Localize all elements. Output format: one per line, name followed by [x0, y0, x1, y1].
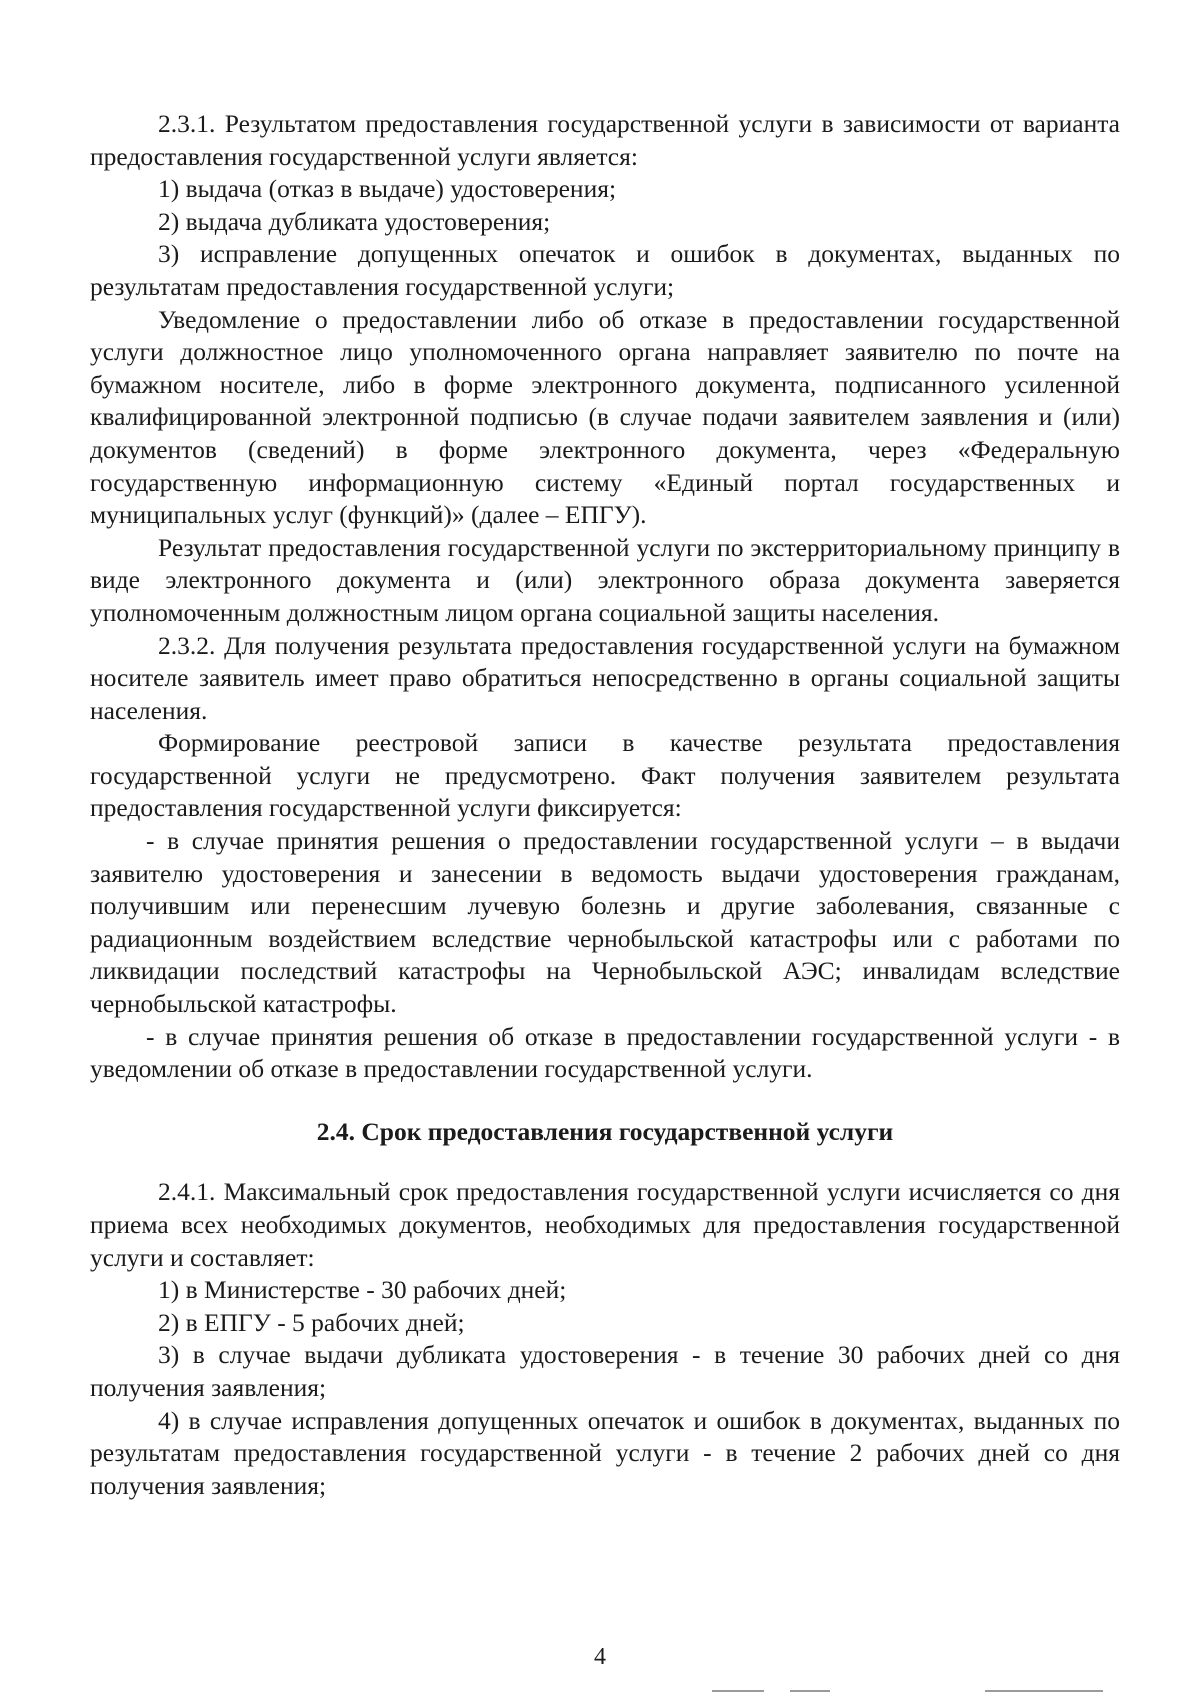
- list-item-term-2: 2) в ЕПГУ - 5 рабочих дней;: [158, 1307, 465, 1337]
- list-item-result-1: 1) выдача (отказ в выдаче) удостоверения;: [158, 174, 617, 204]
- page-number: 4: [594, 1644, 606, 1670]
- document-body: [90, 108, 1120, 1502]
- paragraph-2-4-1: 2.4.1. Максимальный срок предоставления государственной услуги исчисляется со дня приема всех необходимых документов, необходимых для предоставления государственной услуги и составляет:: [90, 1177, 1120, 1272]
- scan-artifact-line: [985, 1690, 1103, 1692]
- paragraph-extraterritorial: Результат предоставления государственной услуги по экстерриториальному принципу в виде электронного документа и (или) электронного образа документа заверяется уполномоченным должностным лицом органа социальной защиты населения.: [90, 532, 1120, 627]
- paragraph-registry-record: Формирование реестровой записи в качестве результата предоставления государственной услуги не предусмотрено. Факт получения заявителем результата предоставления государственной услуги фиксируется:: [90, 728, 1120, 823]
- list-item-result-3: 3) исправление допущенных опечаток и ошибок в документах, выданных по результатам предоставления государственной услуги;: [90, 239, 1120, 301]
- scan-artifact-line: [712, 1690, 764, 1692]
- list-item-result-2: 2) выдача дубликата удостоверения;: [158, 206, 551, 236]
- dash-item-approval: - в случае принятия решения о предоставлении государственной услуги – в выдачи заявителю удостоверения и занесении в ведомость выдачи удостоверения гражданам, получившим или перенесшим лучевую болезнь и другие заболевания, связанные с радиационным воздействием вследствие чернобыльской катастрофы или с работами по ликвидации последствий катастрофы на Чернобыльской АЭС; инвалидам вследствие чернобыльской катастрофы.: [90, 826, 1120, 1019]
- dash-item-refusal: - в случае принятия решения об отказе в предоставлении государственной услуги - в уведомлении об отказе в предоставлении государственной услуги.: [90, 1021, 1120, 1084]
- list-item-term-4: 4) в случае исправления допущенных опечаток и ошибок в документах, выданных по результатам предоставления государственной услуги - в течение 2 рабочих дней со дня получения заявления;: [90, 1405, 1120, 1500]
- scan-artifact-line: [790, 1690, 830, 1692]
- paragraph-2-3-1: 2.3.1. Результатом предоставления государственной услуги в зависимости от варианта предоставления государственной услуги является:: [90, 109, 1120, 171]
- paragraph-2-3-2: 2.3.2. Для получения результата предоставления государственной услуги на бумажном носителе заявитель имеет право обратиться непосредственно в органы социальной защиты населения.: [90, 630, 1120, 725]
- paragraph-notification: Уведомление о предоставлении либо об отказе в предоставлении государственной услуги должностное лицо уполномоченного органа направляет заявителю по почте на бумажном носителе, либо в форме электронного документа, подписанного усиленной квалифицированной электронной подписью (в случае подачи заявителем заявления и (или) документов (сведений) в форме электронного документа, через «Федеральную государственную информационную систему «Единый портал государственных и муниципальных услуг (функций)» (далее – ЕПГУ).: [90, 304, 1120, 530]
- list-item-term-3: 3) в случае выдачи дубликата удостоверения - в течение 30 рабочих дней со дня получения заявления;: [90, 1340, 1120, 1402]
- list-item-term-1: 1) в Министерстве - 30 рабочих дней;: [158, 1275, 567, 1305]
- section-heading-2-4: 2.4. Срок предоставления государственной услуги: [316, 1116, 894, 1146]
